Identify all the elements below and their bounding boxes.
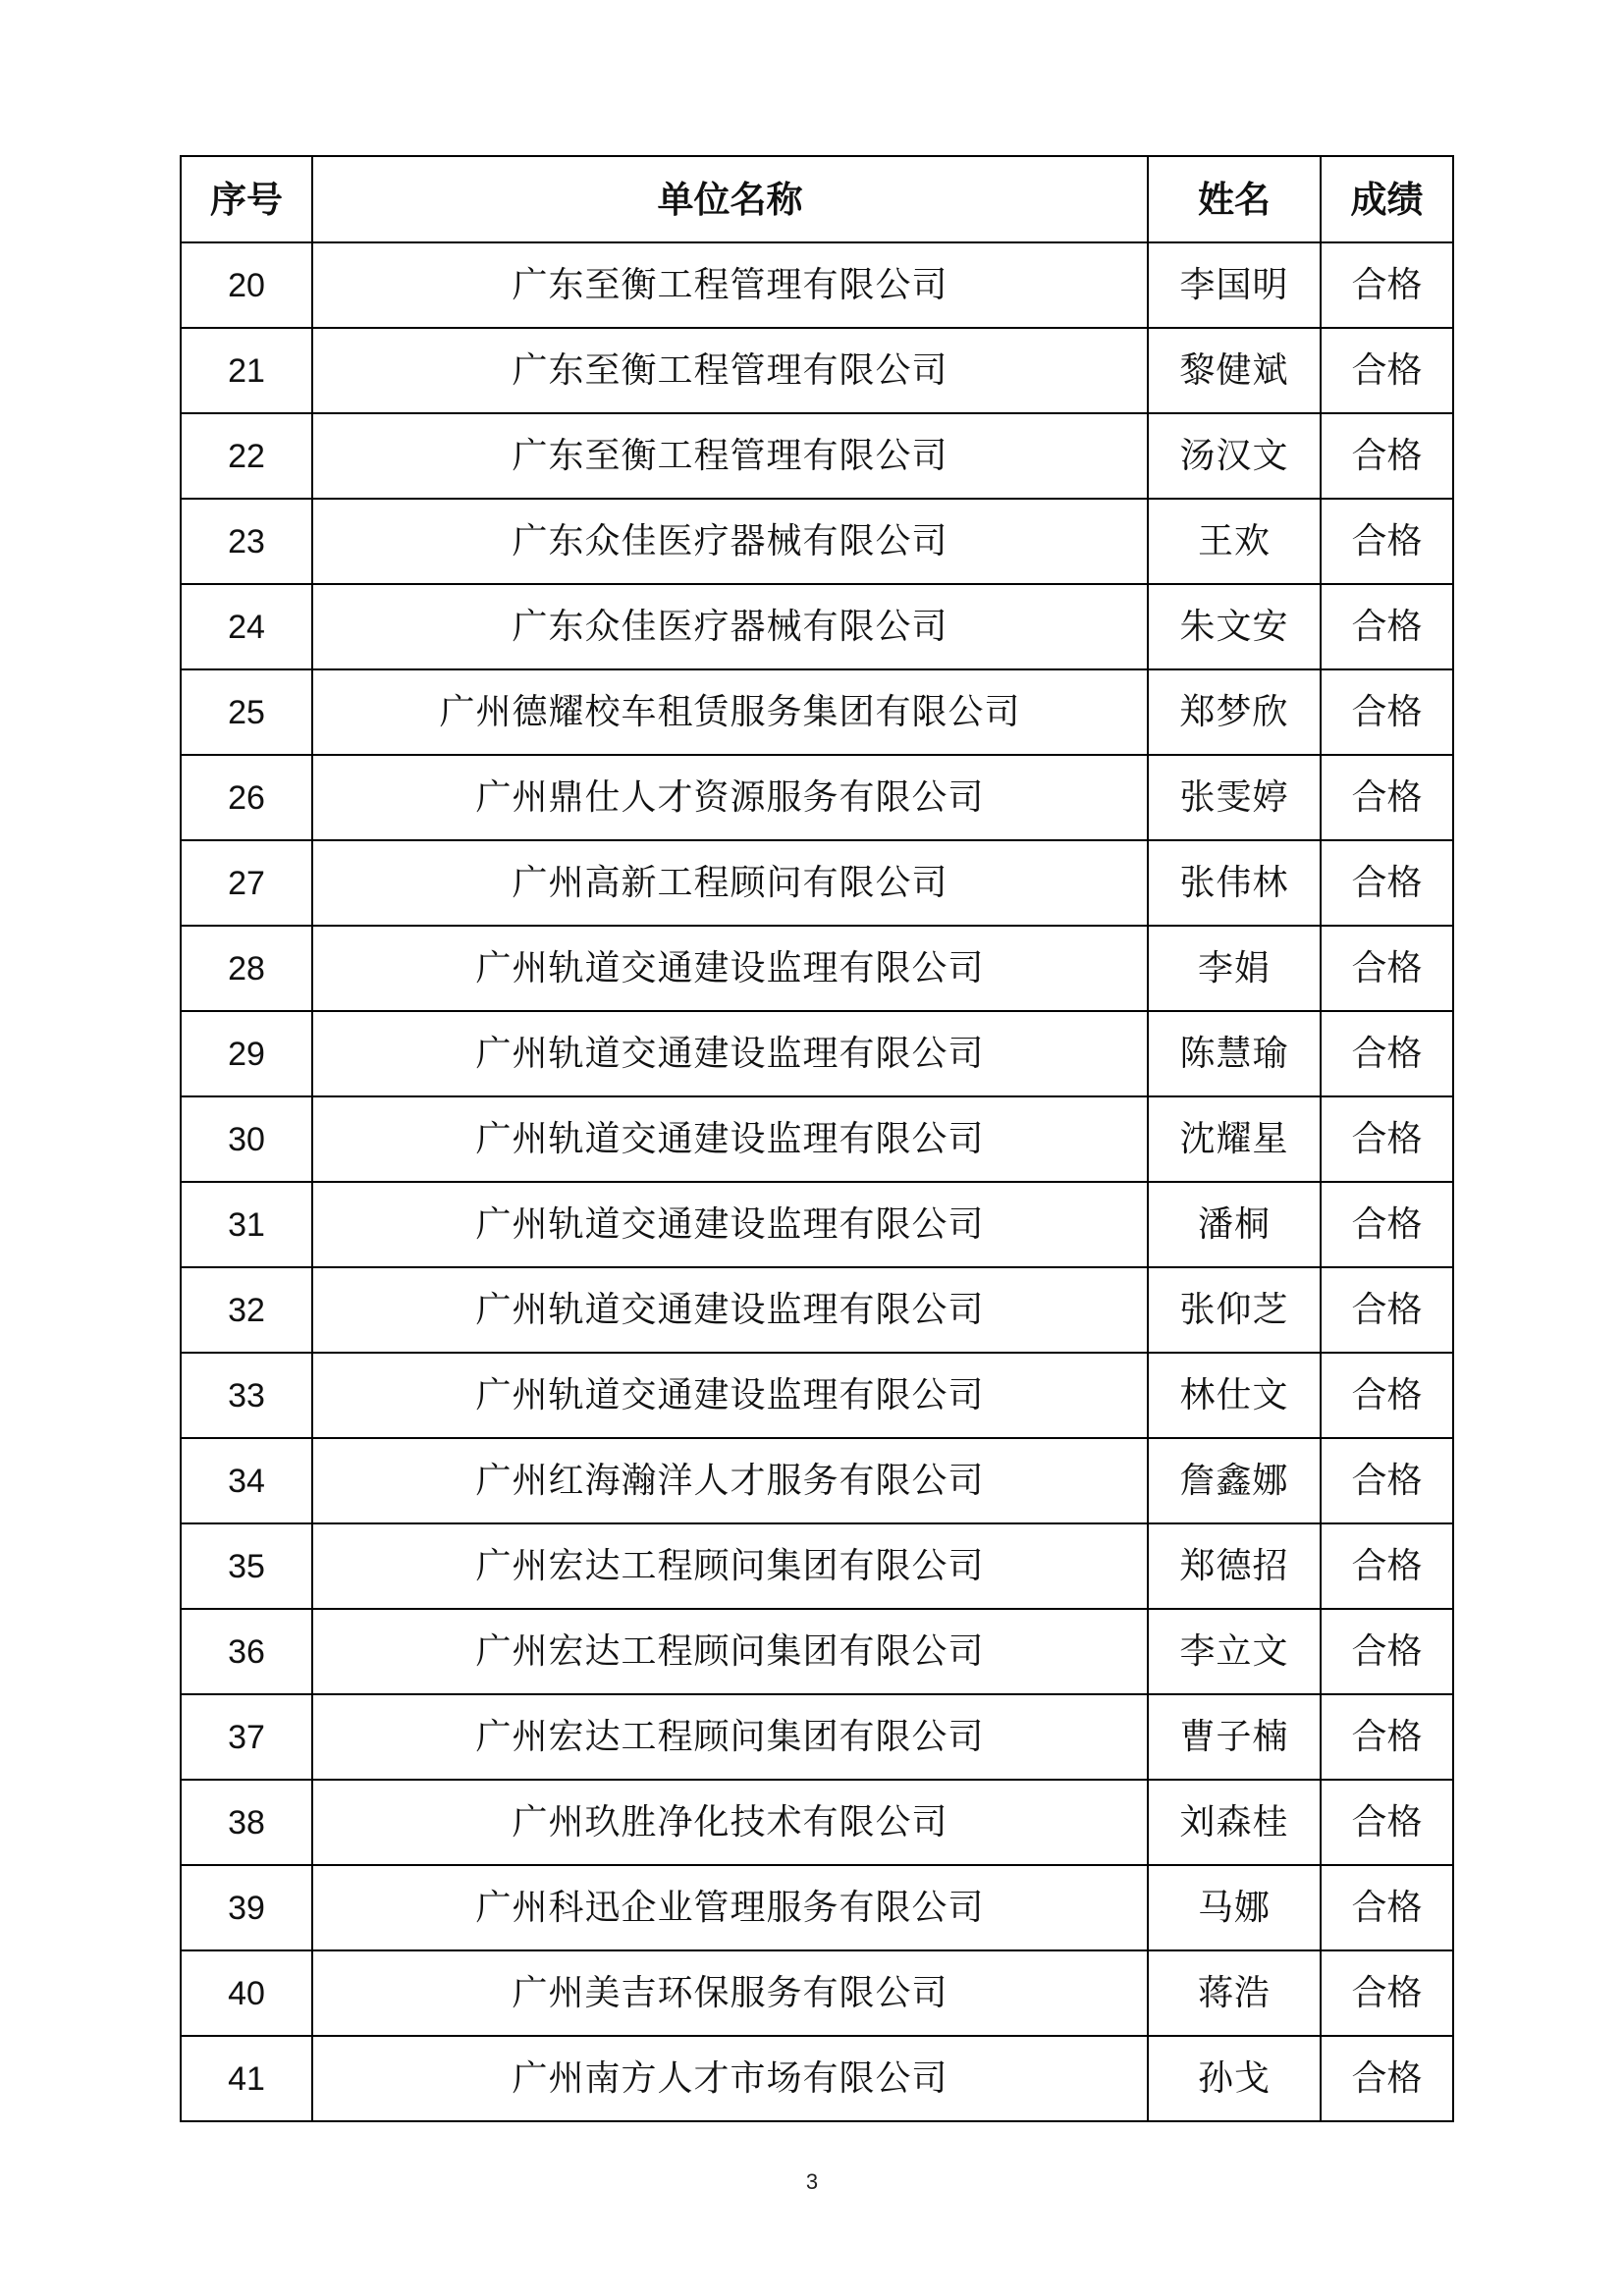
- header-serial-number: 序号: [181, 156, 312, 242]
- cell-serial-number: 27: [181, 840, 312, 926]
- cell-score: 合格: [1321, 584, 1453, 669]
- table-row: [181, 1950, 1453, 2036]
- cell-person-name: 马娜: [1148, 1865, 1321, 1950]
- cell-person-name: 潘桐: [1148, 1182, 1321, 1267]
- cell-person-name: 汤汉文: [1148, 413, 1321, 499]
- cell-person-name: 郑德招: [1148, 1523, 1321, 1609]
- cell-serial-number: 39: [181, 1865, 312, 1950]
- cell-unit-name: 广州宏达工程顾问集团有限公司: [312, 1694, 1148, 1780]
- cell-score: 合格: [1321, 1950, 1453, 2036]
- cell-score: 合格: [1321, 328, 1453, 413]
- cell-score: 合格: [1321, 1353, 1453, 1438]
- cell-unit-name: 广州鼎仕人才资源服务有限公司: [312, 755, 1148, 840]
- cell-person-name: 孙戈: [1148, 2036, 1321, 2121]
- cell-person-name: 王欢: [1148, 499, 1321, 584]
- table-row: [181, 328, 1453, 413]
- cell-serial-number: 24: [181, 584, 312, 669]
- cell-unit-name: 广东众佳医疗器械有限公司: [312, 584, 1148, 669]
- cell-score: 合格: [1321, 1694, 1453, 1780]
- header-score: 成绩: [1321, 156, 1453, 242]
- table-row: [181, 669, 1453, 755]
- table-row: [181, 1694, 1453, 1780]
- cell-person-name: 曹子楠: [1148, 1694, 1321, 1780]
- cell-person-name: 林仕文: [1148, 1353, 1321, 1438]
- cell-score: 合格: [1321, 1011, 1453, 1096]
- table-row: [181, 1780, 1453, 1865]
- cell-score: 合格: [1321, 1096, 1453, 1182]
- cell-serial-number: 36: [181, 1609, 312, 1694]
- cell-person-name: 张伟林: [1148, 840, 1321, 926]
- cell-score: 合格: [1321, 499, 1453, 584]
- cell-unit-name: 广东至衡工程管理有限公司: [312, 242, 1148, 328]
- cell-unit-name: 广东至衡工程管理有限公司: [312, 413, 1148, 499]
- table-row: [181, 1011, 1453, 1096]
- cell-unit-name: 广州宏达工程顾问集团有限公司: [312, 1609, 1148, 1694]
- table-row: [181, 840, 1453, 926]
- cell-score: 合格: [1321, 755, 1453, 840]
- cell-unit-name: 广州德耀校车租赁服务集团有限公司: [312, 669, 1148, 755]
- table-row: [181, 413, 1453, 499]
- cell-serial-number: 25: [181, 669, 312, 755]
- cell-person-name: 陈慧瑜: [1148, 1011, 1321, 1096]
- cell-person-name: 沈耀星: [1148, 1096, 1321, 1182]
- cell-unit-name: 广州轨道交通建设监理有限公司: [312, 1011, 1148, 1096]
- cell-unit-name: 广东众佳医疗器械有限公司: [312, 499, 1148, 584]
- cell-unit-name: 广州轨道交通建设监理有限公司: [312, 1267, 1148, 1353]
- cell-unit-name: 广州轨道交通建设监理有限公司: [312, 1096, 1148, 1182]
- table-row: [181, 242, 1453, 328]
- cell-serial-number: 20: [181, 242, 312, 328]
- cell-unit-name: 广州轨道交通建设监理有限公司: [312, 1353, 1148, 1438]
- cell-unit-name: 广州科迅企业管理服务有限公司: [312, 1865, 1148, 1950]
- results-table: [180, 155, 1454, 2122]
- table-row: [181, 1353, 1453, 1438]
- cell-person-name: 李国明: [1148, 242, 1321, 328]
- cell-unit-name: 广州轨道交通建设监理有限公司: [312, 1182, 1148, 1267]
- cell-score: 合格: [1321, 926, 1453, 1011]
- table-row: [181, 1096, 1453, 1182]
- cell-serial-number: 40: [181, 1950, 312, 2036]
- table-row: [181, 584, 1453, 669]
- table-row: [181, 1438, 1453, 1523]
- cell-person-name: 刘森桂: [1148, 1780, 1321, 1865]
- table-row: [181, 1182, 1453, 1267]
- header-unit-name: 单位名称: [312, 156, 1148, 242]
- table-body: [181, 242, 1453, 2121]
- cell-person-name: 蒋浩: [1148, 1950, 1321, 2036]
- cell-person-name: 张仰芝: [1148, 1267, 1321, 1353]
- table-row: [181, 499, 1453, 584]
- cell-person-name: 黎健斌: [1148, 328, 1321, 413]
- cell-score: 合格: [1321, 840, 1453, 926]
- cell-score: 合格: [1321, 2036, 1453, 2121]
- cell-serial-number: 33: [181, 1353, 312, 1438]
- cell-score: 合格: [1321, 1267, 1453, 1353]
- cell-serial-number: 26: [181, 755, 312, 840]
- cell-person-name: 李娟: [1148, 926, 1321, 1011]
- cell-unit-name: 广州美吉环保服务有限公司: [312, 1950, 1148, 2036]
- table-row: [181, 1609, 1453, 1694]
- cell-score: 合格: [1321, 1523, 1453, 1609]
- table-header-row: [181, 156, 1453, 242]
- cell-unit-name: 广东至衡工程管理有限公司: [312, 328, 1148, 413]
- cell-unit-name: 广州高新工程顾问有限公司: [312, 840, 1148, 926]
- page-number: 3: [805, 2169, 819, 2194]
- cell-serial-number: 22: [181, 413, 312, 499]
- cell-person-name: 朱文安: [1148, 584, 1321, 669]
- cell-serial-number: 21: [181, 328, 312, 413]
- cell-serial-number: 38: [181, 1780, 312, 1865]
- cell-score: 合格: [1321, 1780, 1453, 1865]
- cell-unit-name: 广州宏达工程顾问集团有限公司: [312, 1523, 1148, 1609]
- cell-serial-number: 37: [181, 1694, 312, 1780]
- cell-score: 合格: [1321, 1865, 1453, 1950]
- cell-serial-number: 31: [181, 1182, 312, 1267]
- table-row: [181, 2036, 1453, 2121]
- cell-person-name: 李立文: [1148, 1609, 1321, 1694]
- cell-unit-name: 广州红海瀚洋人才服务有限公司: [312, 1438, 1148, 1523]
- cell-unit-name: 广州南方人才市场有限公司: [312, 2036, 1148, 2121]
- cell-person-name: 詹鑫娜: [1148, 1438, 1321, 1523]
- cell-person-name: 张雯婷: [1148, 755, 1321, 840]
- table-row: [181, 755, 1453, 840]
- header-person-name: 姓名: [1148, 156, 1321, 242]
- cell-score: 合格: [1321, 413, 1453, 499]
- table-row: [181, 926, 1453, 1011]
- table-row: [181, 1267, 1453, 1353]
- cell-person-name: 郑梦欣: [1148, 669, 1321, 755]
- cell-score: 合格: [1321, 1438, 1453, 1523]
- cell-serial-number: 35: [181, 1523, 312, 1609]
- cell-score: 合格: [1321, 669, 1453, 755]
- cell-serial-number: 30: [181, 1096, 312, 1182]
- cell-score: 合格: [1321, 242, 1453, 328]
- cell-score: 合格: [1321, 1609, 1453, 1694]
- cell-serial-number: 34: [181, 1438, 312, 1523]
- cell-serial-number: 23: [181, 499, 312, 584]
- cell-serial-number: 28: [181, 926, 312, 1011]
- table-row: [181, 1865, 1453, 1950]
- cell-score: 合格: [1321, 1182, 1453, 1267]
- cell-serial-number: 41: [181, 2036, 312, 2121]
- cell-serial-number: 29: [181, 1011, 312, 1096]
- table-row: [181, 1523, 1453, 1609]
- cell-unit-name: 广州轨道交通建设监理有限公司: [312, 926, 1148, 1011]
- cell-serial-number: 32: [181, 1267, 312, 1353]
- cell-unit-name: 广州玖胜净化技术有限公司: [312, 1780, 1148, 1865]
